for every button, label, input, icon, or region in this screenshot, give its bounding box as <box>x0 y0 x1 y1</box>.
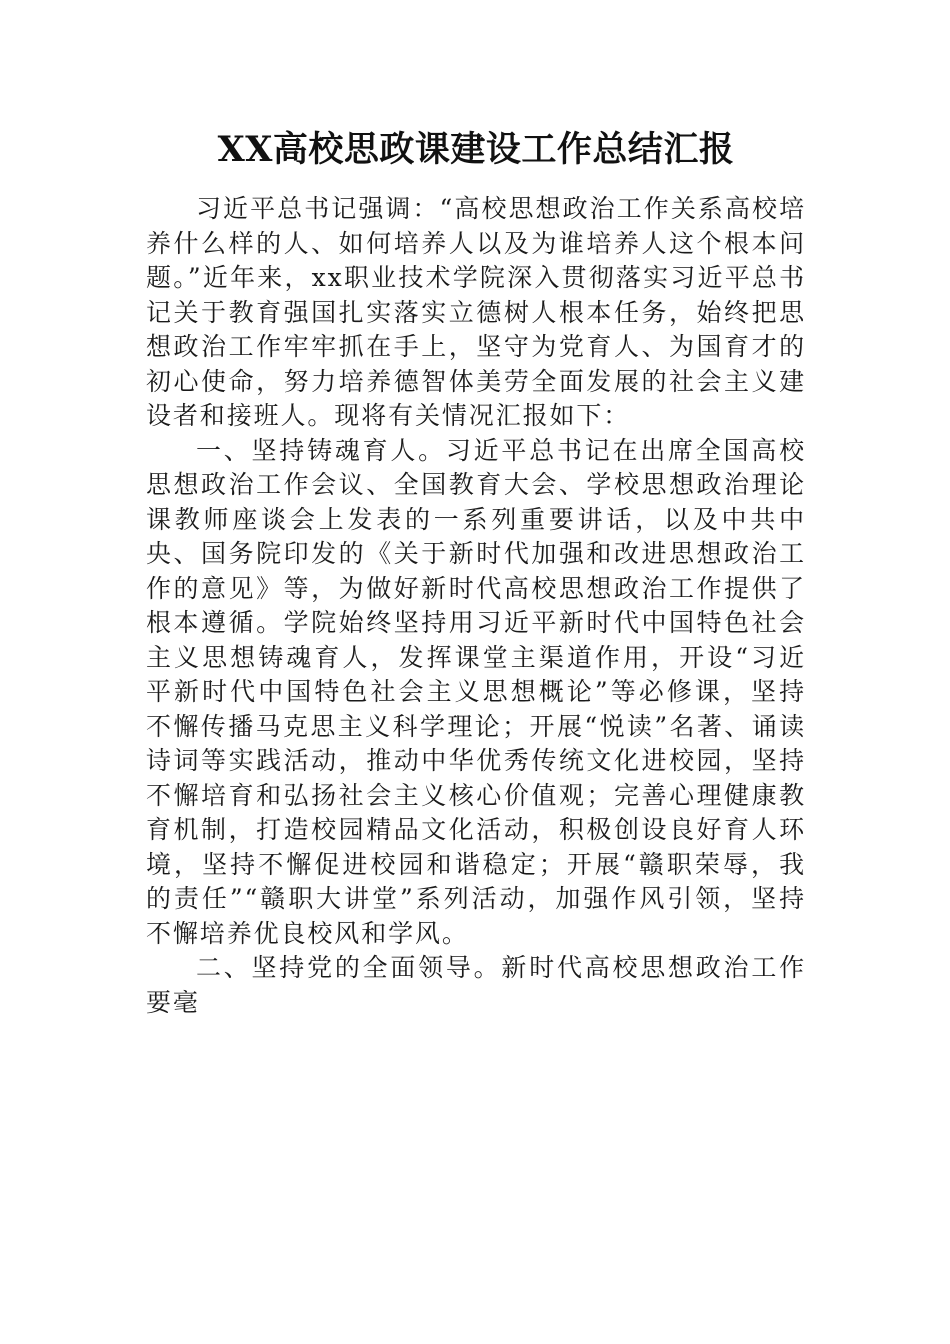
document-page <box>146 122 806 1020</box>
paragraph-section-1: 一、坚持铸魂育人。习近平总书记在出席全国高校思想政治工作会议、全国教育大会、学校思想政治理论课教师座谈会上发表的一系列重要讲话，以及中共中央、国务院印发的《关于新时代加强和改进思想政治工作的意见》等，为做好新时代高校思想政治工作提供了根本遵循。学院始终坚持用习近平新时代中国特色社会主义思想铸魂育人，发挥课堂主渠道作用，开设“习近平新时代中国特色社会主义思想概论”等必修课，坚持不懈传播马克思主义科学理论；开展“悦读”名著、诵读诗词等实践活动，推动中华优秀传统文化进校园，坚持不懈培育和弘扬社会主义核心价值观；完善心理健康教育机制，打造校园精品文化活动，积极创设良好育人环境，坚持不懈促进校园和谐稳定；开展“赣职荣辱，我的责任”“赣职大讲堂”系列活动，加强作风引领，坚持不懈培养优良校风和学风。 <box>146 435 806 948</box>
document-title: XX高校思政课建设工作总结汇报 <box>217 129 735 170</box>
paragraph-intro: 习近平总书记强调：“高校思想政治工作关系高校培养什么样的人、如何培养人以及为谁培养人这个根本问题。”近年来，xx职业技术学院深入贯彻落实习近平总书记关于教育强国扎实落实立德树人根本任务，始终把思想政治工作牢牢抓在手上，坚守为党育人、为国育才的初心使命，努力培养德智体美劳全面发展的社会主义建设者和接班人。现将有关情况汇报如下： <box>146 194 806 430</box>
paragraph-section-2: 二、坚持党的全面领导。新时代高校思想政治工作要毫 <box>146 953 806 1017</box>
